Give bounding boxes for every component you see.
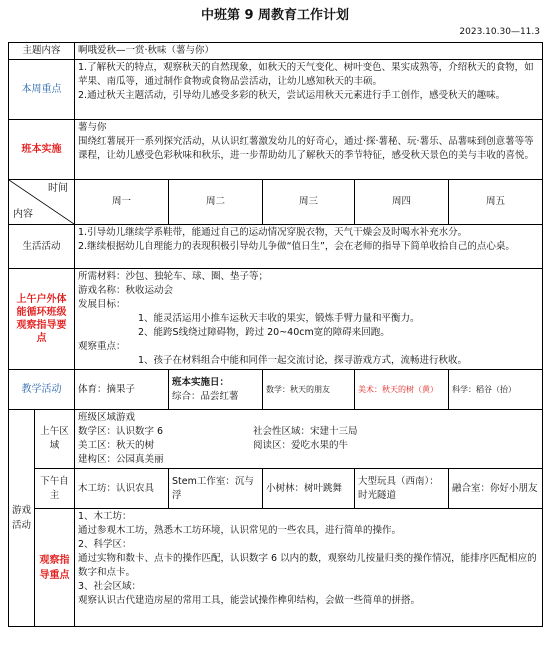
teaching-monday: 体育：摘果子 [75,370,169,410]
teaching-label: 教学活动 [9,370,75,410]
outdoor-game: 游戏名称：秋收运动会 [78,285,174,296]
outdoor-materials: 所需材料：沙包、独轮车、球、圈、垫子等； [78,271,269,282]
games-afternoon-label: 下午自主 [35,469,75,509]
time-label: 时间 [48,183,69,194]
games-morning-item-row [78,425,539,439]
games-morning-label: 上午区域 [35,410,75,469]
games-morning-item-row [78,439,539,453]
games-morning-row [9,410,543,469]
class-practice-line: 薯与你 [78,122,107,133]
day-wednesday: 周三 [263,180,355,225]
page-title: 中班第 9 周教育工作计划 [200,8,350,23]
plan-table [8,42,543,627]
outdoor-observe: 1、孩子在材料组合中能和同伴一起交流讨论，探寻游戏方式，流畅进行秋收。 [138,355,468,366]
games-observe-line: 通过参观木工坊，熟悉木工坊环境，认识常见的一些农具，进行简单的操作。 [78,525,402,536]
life-row [9,225,543,269]
teaching-thursday: 美术：秋天的树（黄） [355,370,449,410]
day-monday: 周一 [75,180,169,225]
games-morning-item-row [78,453,539,467]
outdoor-row [9,269,543,370]
games-morning-item: 数学区：认识数字 6 [78,426,164,437]
games-afternoon-friday: 融合室：你好小朋友 [449,469,543,509]
games-morning-content [75,410,543,469]
day-tuesday: 周二 [169,180,263,225]
games-observe-line: 2、科学区： [78,539,132,550]
day-friday: 周五 [449,180,543,225]
class-practice-line: 围绕红薯展开一系列探究活动，从认识红薯激发幼儿的好奇心，通过·探·薯秘、玩·薯乐、品薯味到创意薯等等课程，让幼儿感受色彩秋味和秋乐，进一步帮助幼儿了解秋天的季节特征，感受秋天景色的美与丰收的喜悦。 [78,136,535,161]
games-morning-item: 建构区：公园真美丽 [78,454,164,465]
games-morning-item: 社会性区域：宋建十三局 [253,426,358,437]
games-morning-item: 阅读区：爱吃水果的牛 [253,440,349,451]
games-observe-row [9,509,543,627]
time-content-header [9,180,75,225]
weekly-focus-line: 1.了解秋天的特点，观察秋天的自然现象，如秋天的天气变化、树叶变色、果实成熟等，介绍秋天的食物，如苹果、南瓜等，通过制作食物或食物品尝活动，让幼儿感知秋天的丰硕。 [78,62,534,87]
class-practice-row [9,120,543,180]
teaching-tuesday-text: 综合：品尝红薯 [172,390,239,402]
outdoor-goal: 1、能灵活运用小推车运秋天丰收的果实，锻炼手臂力量和平衡力。 [138,313,420,324]
life-line: 1.引导幼儿继续学系鞋带，能通过自己的运动情况穿脱衣物，天气干燥会及时喝水补充水分。 [78,227,468,238]
games-afternoon-tuesday: Stem工作室：沉与浮 [169,469,263,509]
outdoor-label: 上午户外体能循环班级观察指导要点 [9,269,75,370]
day-header-row [9,180,543,225]
games-afternoon-wednesday: 小树林：树叶跳舞 [263,469,355,509]
weekly-focus-label: 本周重点 [9,60,75,120]
outdoor-goal: 2、能跨S线绕过障碍物，跨过 20~40cm宽的障碍来回跑。 [138,327,390,338]
teaching-row [9,370,543,410]
life-label: 生活活动 [9,225,75,269]
games-observe-line: 3、社会区域： [78,581,142,592]
games-afternoon-monday: 木工坊：认识农具 [75,469,169,509]
life-content [75,225,543,269]
content-label: 内容 [13,209,33,220]
games-observe-label: 观察指导重点 [35,509,75,627]
games-observe-line: 1、木工坊： [78,511,132,522]
games-observe-content [75,509,543,627]
day-thursday: 周四 [355,180,449,225]
life-line: 2.继续根据幼儿自理能力的表现积极引导幼儿争做“值日生”，会在老师的指导下简单收拾自己的点心桌。 [78,241,515,252]
teaching-friday: 科学：稻谷（抬） [449,370,543,410]
class-practice-content [75,120,543,180]
outdoor-content [75,269,543,370]
games-morning-item: 美工区：秋天的树 [78,440,155,451]
theme-value: 啊哦爱秋—一赏·秋味（薯与你） [75,43,543,60]
games-afternoon-row [9,469,543,509]
teaching-tuesday [169,370,263,410]
weekly-focus-row [9,60,543,120]
weekly-focus-content [75,60,543,120]
theme-row [9,43,543,60]
teaching-tuesday-title: 班本实施日： [172,376,230,388]
games-observe-line: 观察认识古代建造房屋的常用工具，能尝试操作榫卯结构，会做一些简单的拼搭。 [78,595,421,606]
date-range: 2023.10.30—11.3 [459,27,540,37]
outdoor-observe-label: 观察重点： [78,341,126,352]
weekly-focus-line: 2.通过秋天主题活动，引导幼儿感受多彩的秋天，尝试运用秋天元素进行手工创作，感受秋天的趣味。 [78,90,506,101]
games-observe-line: 通过实物和数卡、点卡的操作匹配，认识数字 6 以内的数，观察幼儿按量归类的操作情况，能排序匹配相应的数字和点卡。 [78,553,537,578]
outdoor-goal-label: 发展目标： [78,299,126,310]
games-label: 游戏活动 [9,410,35,627]
class-practice-label: 班本实施 [9,120,75,180]
games-morning-title: 班级区域游戏 [78,412,136,423]
teaching-wednesday: 数学：秋天的朋友 [263,370,355,410]
games-afternoon-thursday: 大型玩具（西南）：时光隧道 [355,469,449,509]
theme-label: 主题内容 [9,43,75,60]
